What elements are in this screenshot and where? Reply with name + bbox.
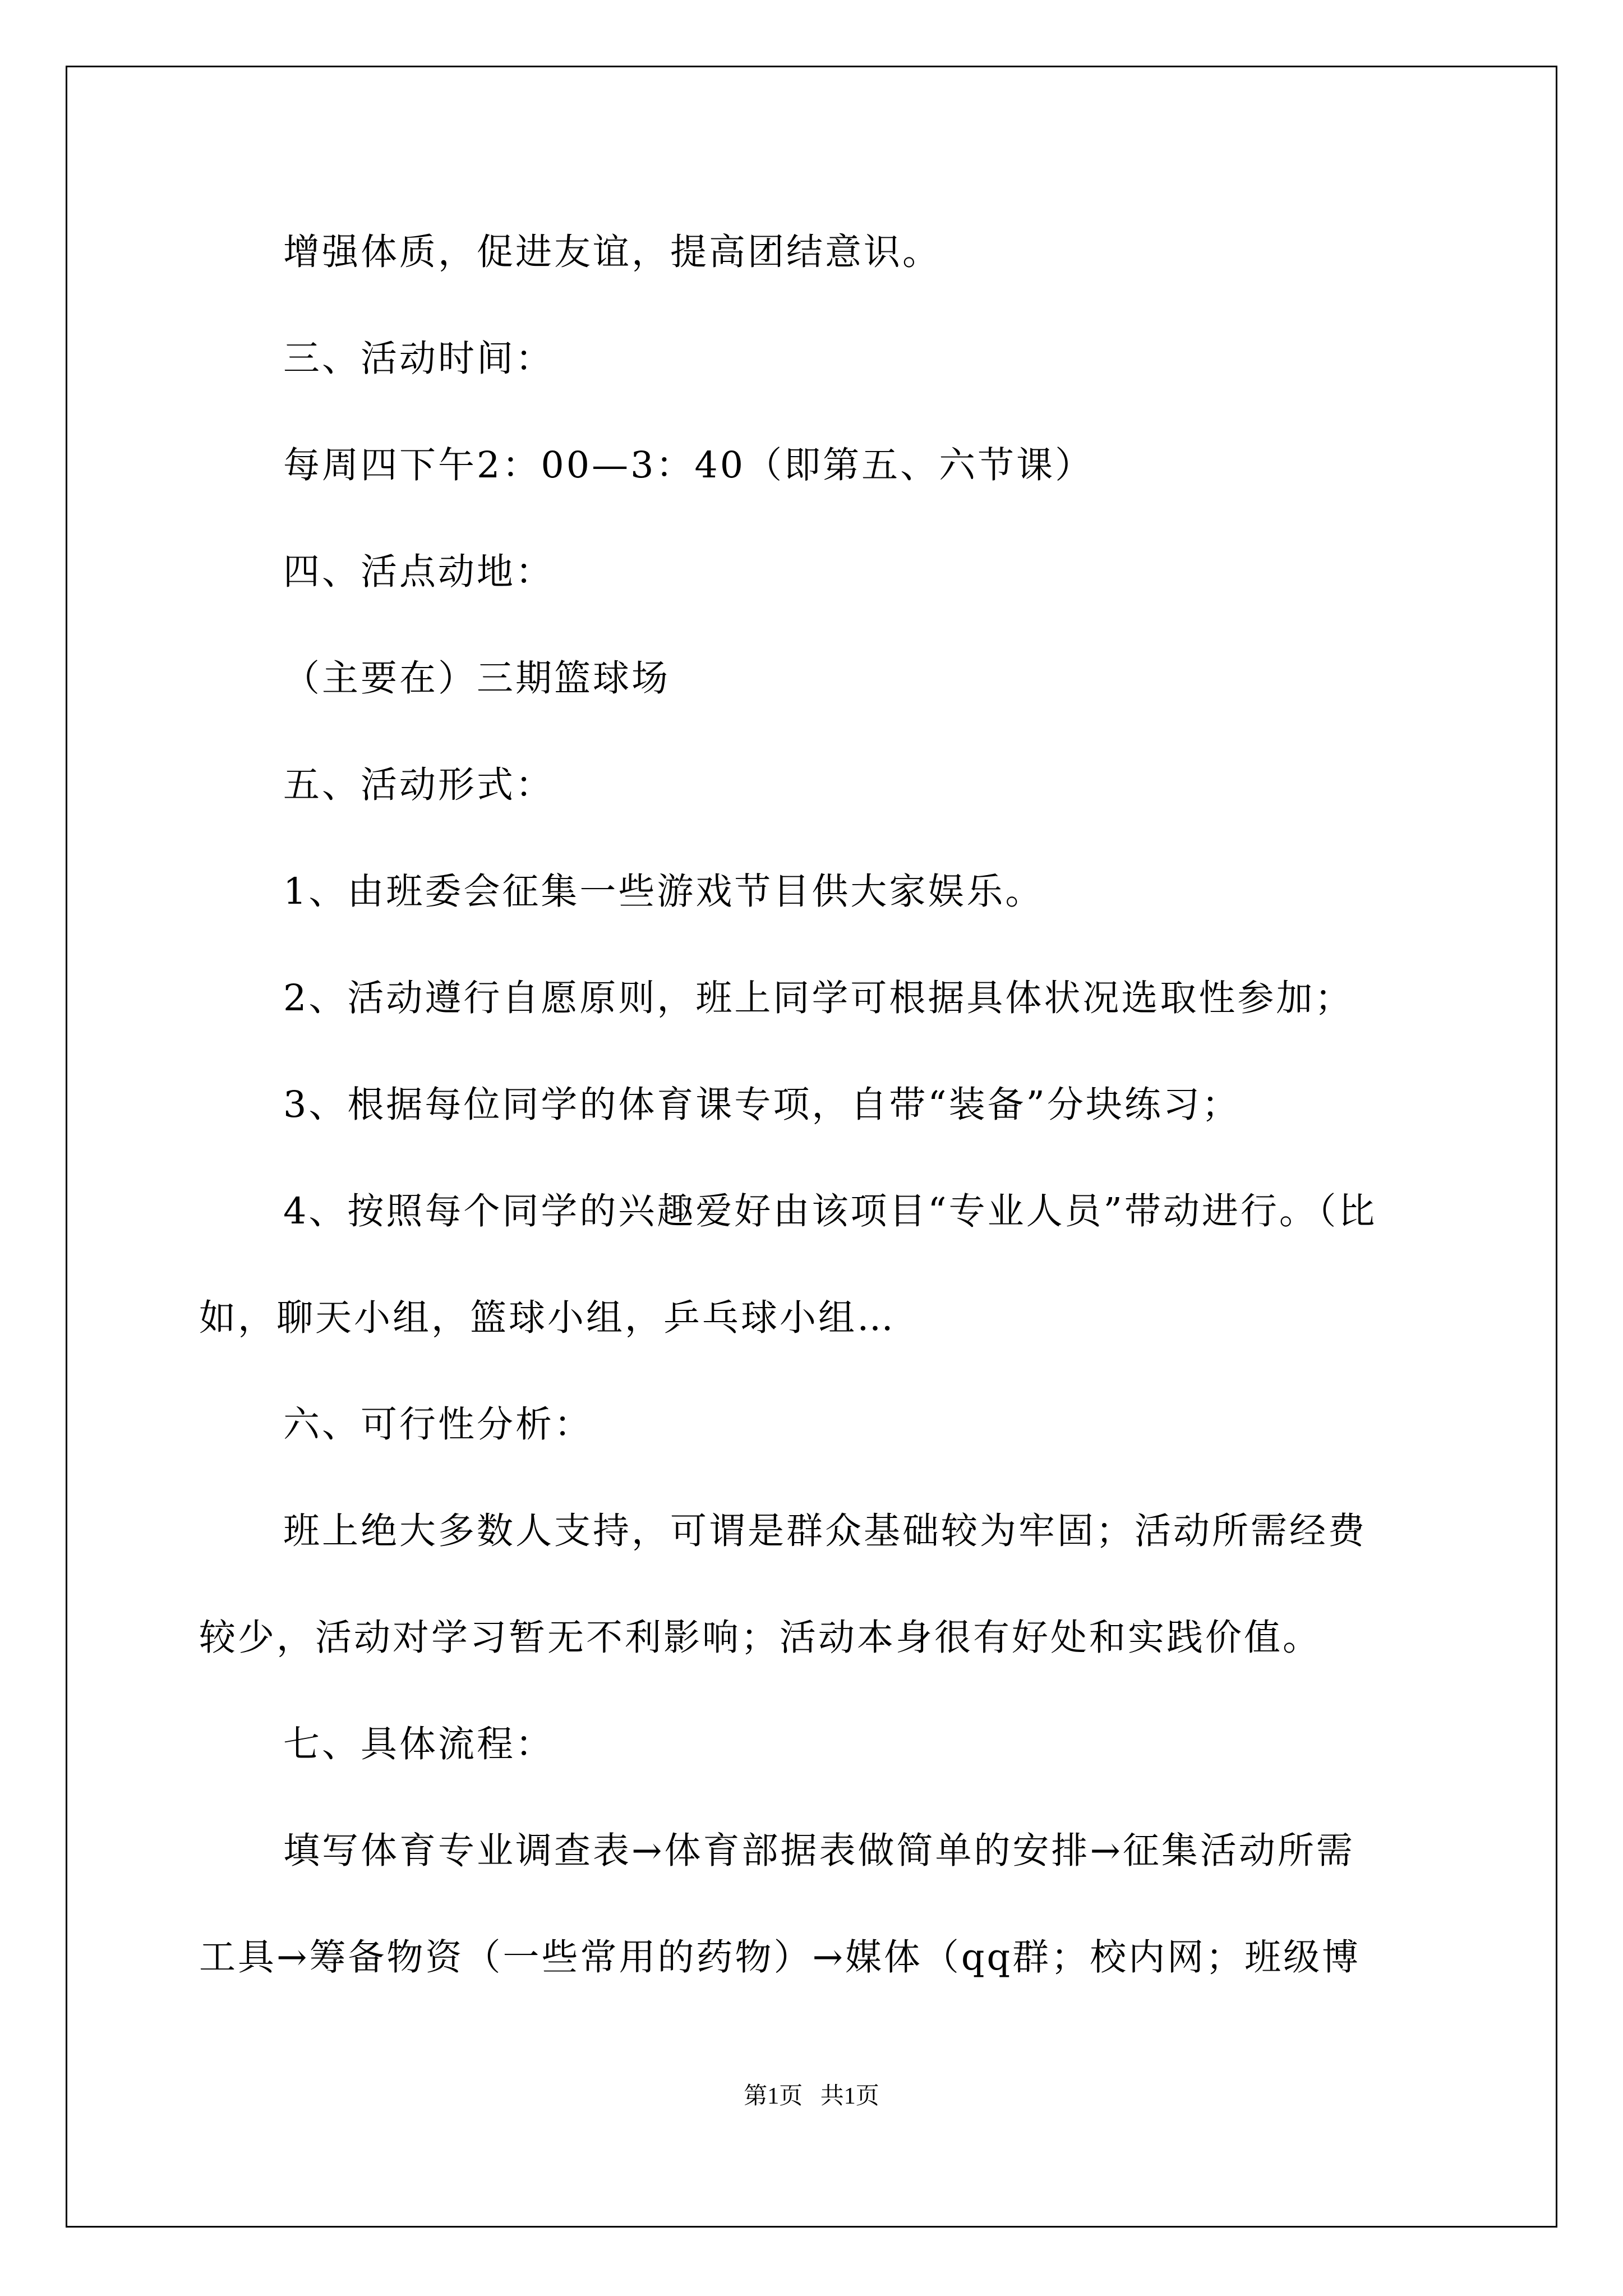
page-border: [66, 66, 1557, 2228]
list-item: 4、按照每个同学的兴趣爱好由该项目“专业人员”带动进行。（比: [283, 1190, 1377, 1232]
section-heading: 四、活点动地：: [283, 551, 555, 593]
list-item: 2、活动遵行自愿原则，班上同学可根据具体状况选取性参加；: [283, 977, 1354, 1019]
paragraph-line: 工具→筹备物资（一些常用的药物）→媒体（qq群；校内网；班级博: [199, 1936, 1361, 1978]
section-heading: 五、活动形式：: [283, 764, 555, 806]
section-heading: 七、具体流程：: [283, 1723, 555, 1765]
paragraph-line: 班上绝大多数人支持，可谓是群众基础较为牢固；活动所需经费: [283, 1510, 1367, 1552]
paragraph-line: 较少，活动对学习暂无不利影响；活动本身很有好处和实践价值。: [199, 1617, 1322, 1659]
list-item-continuation: 如，聊天小组，篮球小组，乒乓球小组…: [199, 1297, 896, 1339]
section-heading: 三、活动时间：: [283, 338, 555, 380]
section-heading: 六、可行性分析：: [283, 1404, 593, 1446]
paragraph-line: 填写体育专业调查表→体育部据表做简单的安排→征集活动所需: [283, 1830, 1355, 1872]
page-footer: 第1页 共1页: [744, 2083, 879, 2109]
paragraph-line: （主要在）三期篮球场: [283, 657, 671, 700]
list-item: 3、根据每位同学的体育课专项，自带“装备”分块练习；: [283, 1084, 1241, 1126]
paragraph-line: 增强体质，促进友谊，提高团结意识。: [283, 231, 942, 273]
list-item: 1、由班委会征集一些游戏节目供大家娱乐。: [283, 871, 1044, 913]
paragraph-line: 每周四下午2：00—3：40（即第五、六节课）: [283, 444, 1094, 486]
